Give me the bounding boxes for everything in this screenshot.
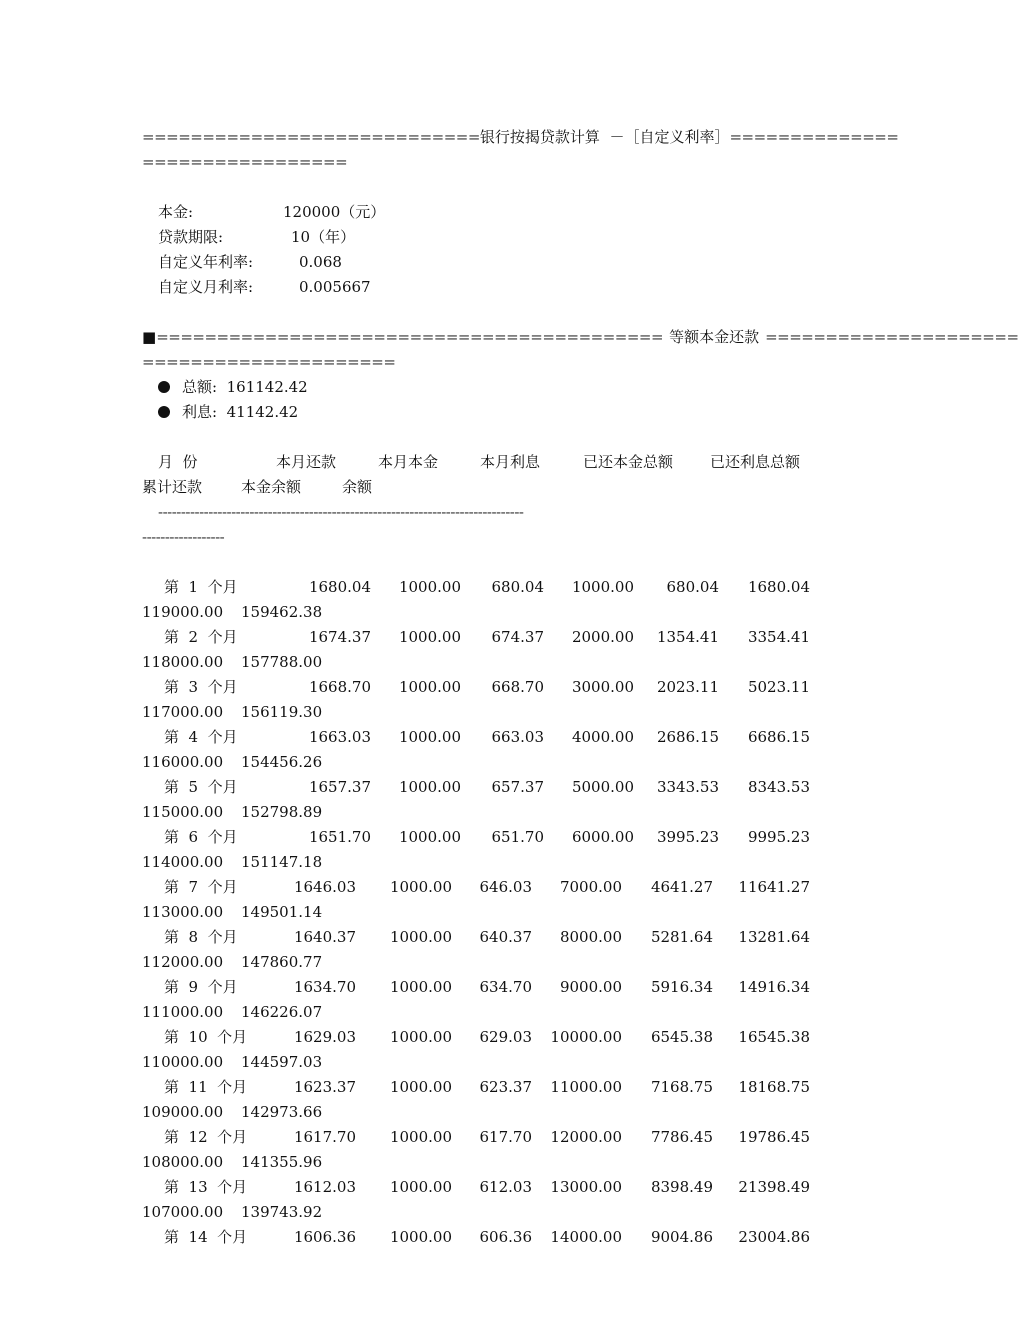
- table-row-continuation: [142, 700, 812, 725]
- cell-balance: 149501.14: [241, 903, 323, 921]
- cell-paid-principal: 7000.00: [559, 878, 622, 896]
- cell-paid-interest: 680.04: [666, 578, 719, 596]
- param-value: 0.005667: [299, 278, 371, 296]
- param-annual-rate: [142, 250, 812, 275]
- cell-paid-interest: 8398.49: [650, 1178, 713, 1196]
- cell-principal-balance: 114000.00: [142, 853, 224, 871]
- cell-cumulative: 1680.04: [747, 578, 810, 596]
- table-row: [142, 925, 812, 950]
- header-paid-principal: 已还本金总额: [583, 453, 674, 471]
- table-row-continuation: [142, 1050, 812, 1075]
- cell-payment: 1612.03: [293, 1178, 356, 1196]
- month-label: 第 10 个月: [164, 1028, 248, 1046]
- cell-principal: 1000.00: [389, 1028, 452, 1046]
- param-label: 自定义月利率:: [158, 278, 254, 296]
- cell-interest: 612.03: [479, 1178, 532, 1196]
- table-row: [142, 1175, 812, 1200]
- month-label: 第 1 个月: [164, 578, 238, 596]
- cell-interest: 629.03: [479, 1028, 532, 1046]
- month-label: 第 12 个月: [164, 1128, 248, 1146]
- cell-interest: 663.03: [491, 728, 544, 746]
- cell-principal: 1000.00: [389, 1078, 452, 1096]
- header-balance: 余额: [342, 478, 373, 496]
- table-row-continuation: [142, 900, 812, 925]
- table-row-continuation: [142, 1200, 812, 1225]
- cell-balance: 157788.00: [241, 653, 323, 671]
- param-value: 10（年）: [291, 228, 356, 246]
- cell-paid-interest: 7168.75: [650, 1078, 713, 1096]
- cell-paid-interest: 9004.86: [650, 1228, 713, 1246]
- bullet-icon: [158, 381, 170, 393]
- cell-paid-principal: 1000.00: [571, 578, 634, 596]
- cell-balance: 142973.66: [241, 1103, 323, 1121]
- cell-paid-interest: 4641.27: [650, 878, 713, 896]
- table-row: [142, 725, 812, 750]
- square-marker-icon: ■: [142, 328, 157, 346]
- month-label: 第 5 个月: [164, 778, 238, 796]
- section-wrap-rule: =====================: [142, 353, 396, 371]
- cell-paid-interest: 3343.53: [656, 778, 719, 796]
- cell-payment: 1663.03: [308, 728, 371, 746]
- cell-principal: 1000.00: [398, 728, 461, 746]
- cell-principal: 1000.00: [398, 578, 461, 596]
- cell-paid-principal: 2000.00: [571, 628, 634, 646]
- cell-principal: 1000.00: [389, 1228, 452, 1246]
- cell-payment: 1640.37: [293, 928, 356, 946]
- table-row: [142, 1075, 812, 1100]
- cell-paid-principal: 4000.00: [571, 728, 634, 746]
- cell-interest: 668.70: [491, 678, 544, 696]
- param-value: 120000（元）: [283, 203, 386, 221]
- cell-paid-interest: 7786.45: [650, 1128, 713, 1146]
- section-title-left: [142, 325, 663, 350]
- cell-principal-balance: 109000.00: [142, 1103, 224, 1121]
- cell-balance: 147860.77: [241, 953, 323, 971]
- cell-paid-interest: 1354.41: [656, 628, 719, 646]
- cell-principal-balance: 117000.00: [142, 703, 224, 721]
- cell-paid-interest: 6545.38: [650, 1028, 713, 1046]
- cell-balance: 159462.38: [241, 603, 323, 621]
- summary-interest: [142, 400, 812, 425]
- table-row: [142, 1225, 812, 1250]
- cell-principal: 1000.00: [398, 828, 461, 846]
- table-row: [142, 775, 812, 800]
- cell-payment: 1674.37: [308, 628, 371, 646]
- param-label: 贷款期限:: [158, 228, 224, 246]
- cell-paid-principal: 3000.00: [571, 678, 634, 696]
- table-row: [142, 1125, 812, 1150]
- cell-balance: 139743.92: [241, 1203, 323, 1221]
- cell-principal-balance: 108000.00: [142, 1153, 224, 1171]
- cell-payment: 1657.37: [308, 778, 371, 796]
- total-label: 总额:: [182, 378, 218, 396]
- bullet-icon: [158, 406, 170, 418]
- cell-balance: 152798.89: [241, 803, 323, 821]
- cell-principal: 1000.00: [398, 678, 461, 696]
- cell-principal: 1000.00: [389, 928, 452, 946]
- cell-cumulative: 5023.11: [747, 678, 810, 696]
- table-row: [142, 975, 812, 1000]
- header-paid-interest: 已还利息总额: [710, 453, 801, 471]
- param-label: 本金:: [158, 203, 194, 221]
- param-label: 自定义年利率:: [158, 253, 254, 271]
- cell-principal: 1000.00: [398, 778, 461, 796]
- table-row: [142, 625, 812, 650]
- cell-paid-interest: 2023.11: [656, 678, 719, 696]
- table-dash-rule-wrap: ------------------: [142, 528, 225, 546]
- cell-payment: 1634.70: [293, 978, 356, 996]
- table-row: [142, 575, 812, 600]
- cell-payment: 1617.70: [293, 1128, 356, 1146]
- month-label: 第 4 个月: [164, 728, 238, 746]
- cell-principal: 1000.00: [389, 878, 452, 896]
- header-payment: 本月还款: [276, 453, 337, 471]
- cell-paid-interest: 5916.34: [650, 978, 713, 996]
- cell-balance: 154456.26: [241, 753, 323, 771]
- title-right-rule: ==============: [729, 128, 899, 146]
- header-interest: 本月利息: [480, 453, 541, 471]
- header-principal: 本月本金: [378, 453, 439, 471]
- table-row: [142, 675, 812, 700]
- cell-cumulative: 8343.53: [747, 778, 810, 796]
- cell-paid-interest: 5281.64: [650, 928, 713, 946]
- cell-paid-principal: 13000.00: [550, 1178, 622, 1196]
- cell-balance: 144597.03: [241, 1053, 323, 1071]
- table-row-continuation: [142, 950, 812, 975]
- table-row: [142, 825, 812, 850]
- interest-value: 41142.42: [226, 403, 299, 421]
- section-header: [142, 325, 1019, 350]
- cell-principal: 1000.00: [398, 628, 461, 646]
- cell-cumulative: 9995.23: [747, 828, 810, 846]
- month-label: 第 8 个月: [164, 928, 238, 946]
- cell-interest: 617.70: [479, 1128, 532, 1146]
- cell-interest: 634.70: [479, 978, 532, 996]
- cell-cumulative: 13281.64: [738, 928, 810, 946]
- section-left-rule: ==========================================: [156, 328, 664, 346]
- month-label: 第 11 个月: [164, 1078, 248, 1096]
- cell-payment: 1651.70: [308, 828, 371, 846]
- table-row: [142, 1025, 812, 1050]
- cell-principal: 1000.00: [389, 1178, 452, 1196]
- cell-interest: 640.37: [479, 928, 532, 946]
- table-row-continuation: [142, 1100, 812, 1125]
- document-page: [142, 125, 1019, 1250]
- interest-label: 利息:: [182, 403, 218, 421]
- cell-principal-balance: 110000.00: [142, 1053, 224, 1071]
- table-row-continuation: [142, 850, 812, 875]
- cell-payment: 1623.37: [293, 1078, 356, 1096]
- cell-principal: 1000.00: [389, 978, 452, 996]
- cell-paid-principal: 5000.00: [571, 778, 634, 796]
- param-value: 0.068: [299, 253, 342, 271]
- header-month: 月 份: [158, 453, 198, 471]
- cell-balance: 141355.96: [241, 1153, 323, 1171]
- param-term: [142, 225, 812, 250]
- cell-payment: 1606.36: [293, 1228, 356, 1246]
- cell-cumulative: 14916.34: [738, 978, 810, 996]
- table-row-continuation: [142, 600, 812, 625]
- cell-paid-principal: 6000.00: [571, 828, 634, 846]
- cell-principal-balance: 111000.00: [142, 1003, 224, 1021]
- cell-interest: 657.37: [491, 778, 544, 796]
- cell-paid-interest: 3995.23: [656, 828, 719, 846]
- cell-cumulative: 21398.49: [738, 1178, 810, 1196]
- cell-principal: 1000.00: [389, 1128, 452, 1146]
- cell-paid-principal: 10000.00: [550, 1028, 622, 1046]
- title-wrap-rule: =================: [142, 153, 348, 171]
- page-title: 银行按揭贷款计算 －［自定义利率］: [479, 128, 730, 146]
- cell-balance: 146226.07: [241, 1003, 323, 1021]
- cell-balance: 156119.30: [241, 703, 323, 721]
- section-title: 等额本金还款: [669, 328, 760, 346]
- header-cumulative: 累计还款: [142, 478, 203, 496]
- header-principal-balance: 本金余额: [241, 478, 302, 496]
- cell-payment: 1646.03: [293, 878, 356, 896]
- month-label: 第 6 个月: [164, 828, 238, 846]
- total-value: 161142.42: [226, 378, 308, 396]
- cell-principal-balance: 119000.00: [142, 603, 224, 621]
- title-line: [142, 125, 899, 150]
- cell-principal-balance: 107000.00: [142, 1203, 224, 1221]
- param-principal: [142, 200, 812, 225]
- cell-cumulative: 23004.86: [738, 1228, 810, 1246]
- cell-interest: 606.36: [479, 1228, 532, 1246]
- month-label: 第 14 个月: [164, 1228, 248, 1246]
- cell-interest: 646.03: [479, 878, 532, 896]
- table-dash-rule: --------------------------------------------------------------------------------: [158, 503, 524, 521]
- month-label: 第 2 个月: [164, 628, 238, 646]
- cell-principal-balance: 118000.00: [142, 653, 224, 671]
- cell-balance: 151147.18: [241, 853, 323, 871]
- table-header-row-1: [142, 450, 812, 475]
- table-header-row-2: [142, 475, 812, 500]
- month-label: 第 9 个月: [164, 978, 238, 996]
- cell-cumulative: 3354.41: [747, 628, 810, 646]
- table-row-continuation: [142, 650, 812, 675]
- cell-cumulative: 11641.27: [738, 878, 810, 896]
- cell-paid-principal: 14000.00: [550, 1228, 622, 1246]
- cell-interest: 674.37: [491, 628, 544, 646]
- month-label: 第 3 个月: [164, 678, 238, 696]
- summary-total: [142, 375, 812, 400]
- cell-payment: 1680.04: [308, 578, 371, 596]
- cell-payment: 1629.03: [293, 1028, 356, 1046]
- cell-paid-principal: 8000.00: [559, 928, 622, 946]
- cell-cumulative: 6686.15: [747, 728, 810, 746]
- cell-paid-principal: 9000.00: [559, 978, 622, 996]
- table-row-continuation: [142, 800, 812, 825]
- cell-paid-interest: 2686.15: [656, 728, 719, 746]
- cell-principal-balance: 116000.00: [142, 753, 224, 771]
- cell-principal-balance: 113000.00: [142, 903, 224, 921]
- param-monthly-rate: [142, 275, 812, 300]
- cell-principal-balance: 115000.00: [142, 803, 224, 821]
- cell-cumulative: 18168.75: [738, 1078, 810, 1096]
- cell-interest: 680.04: [491, 578, 544, 596]
- section-right-rule: =====================: [765, 328, 1019, 346]
- cell-cumulative: 16545.38: [738, 1028, 810, 1046]
- cell-cumulative: 19786.45: [738, 1128, 810, 1146]
- table-row: [142, 875, 812, 900]
- cell-interest: 651.70: [491, 828, 544, 846]
- table-row-continuation: [142, 1000, 812, 1025]
- cell-payment: 1668.70: [308, 678, 371, 696]
- cell-paid-principal: 11000.00: [550, 1078, 622, 1096]
- month-label: 第 7 个月: [164, 878, 238, 896]
- cell-paid-principal: 12000.00: [550, 1128, 622, 1146]
- month-label: 第 13 个月: [164, 1178, 248, 1196]
- table-body: [142, 575, 812, 1250]
- table-row-continuation: [142, 1150, 812, 1175]
- cell-principal-balance: 112000.00: [142, 953, 224, 971]
- table-row-continuation: [142, 750, 812, 775]
- title-left-rule: ============================: [142, 128, 480, 146]
- cell-interest: 623.37: [479, 1078, 532, 1096]
